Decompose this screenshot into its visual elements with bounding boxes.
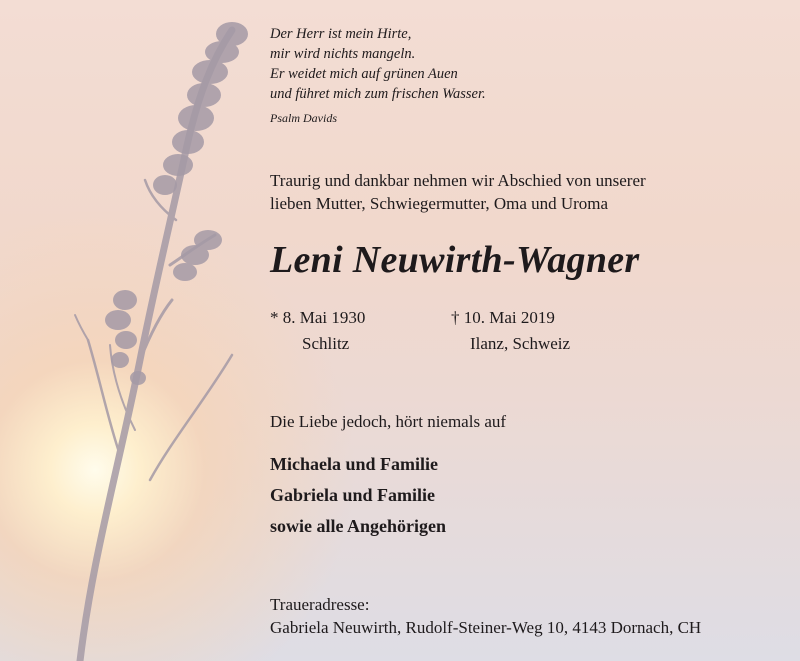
love-quote: Die Liebe jedoch, hört niemals auf bbox=[270, 412, 507, 431]
deceased-name: Leni Neuwirth-Wagner bbox=[270, 239, 640, 281]
mourner-entry: Gabriela und Familie bbox=[270, 485, 436, 505]
mourning-address bbox=[270, 593, 701, 639]
mourner-entry: Michaela und Familie bbox=[270, 454, 438, 474]
psalm-line: und führet mich zum frischen Wasser. bbox=[270, 86, 486, 102]
psalm-source: Psalm Davids bbox=[270, 111, 337, 125]
mourners-list bbox=[270, 449, 446, 542]
life-dates bbox=[270, 305, 600, 357]
psalm-line: Der Herr ist mein Hirte, bbox=[270, 26, 412, 42]
death-info bbox=[451, 305, 570, 357]
mourner-entry: sowie alle Angehörigen bbox=[270, 516, 446, 536]
intro-line: lieben Mutter, Schwiegermutter, Oma und Uroma bbox=[270, 194, 609, 213]
intro-line: Traurig und dankbar nehmen wir Abschied von unserer bbox=[270, 171, 646, 190]
death-date: † 10. Mai 2019 bbox=[451, 308, 555, 327]
psalm-line: Er weidet mich auf grünen Auen bbox=[270, 66, 458, 82]
psalm-line: mir wird nichts mangeln. bbox=[270, 46, 416, 62]
psalm-verse bbox=[270, 24, 486, 104]
farewell-intro bbox=[270, 169, 646, 215]
address-label: Traueradresse: bbox=[270, 595, 370, 614]
grass-silhouette-image bbox=[0, 0, 300, 661]
birth-place: Schlitz bbox=[302, 334, 350, 353]
death-place: Ilanz, Schweiz bbox=[470, 334, 571, 353]
address-text: Gabriela Neuwirth, Rudolf-Steiner-Weg 10, 4143 Dornach, CH bbox=[270, 618, 702, 637]
birth-info bbox=[270, 305, 365, 357]
birth-date: * 8. Mai 1930 bbox=[270, 308, 366, 327]
